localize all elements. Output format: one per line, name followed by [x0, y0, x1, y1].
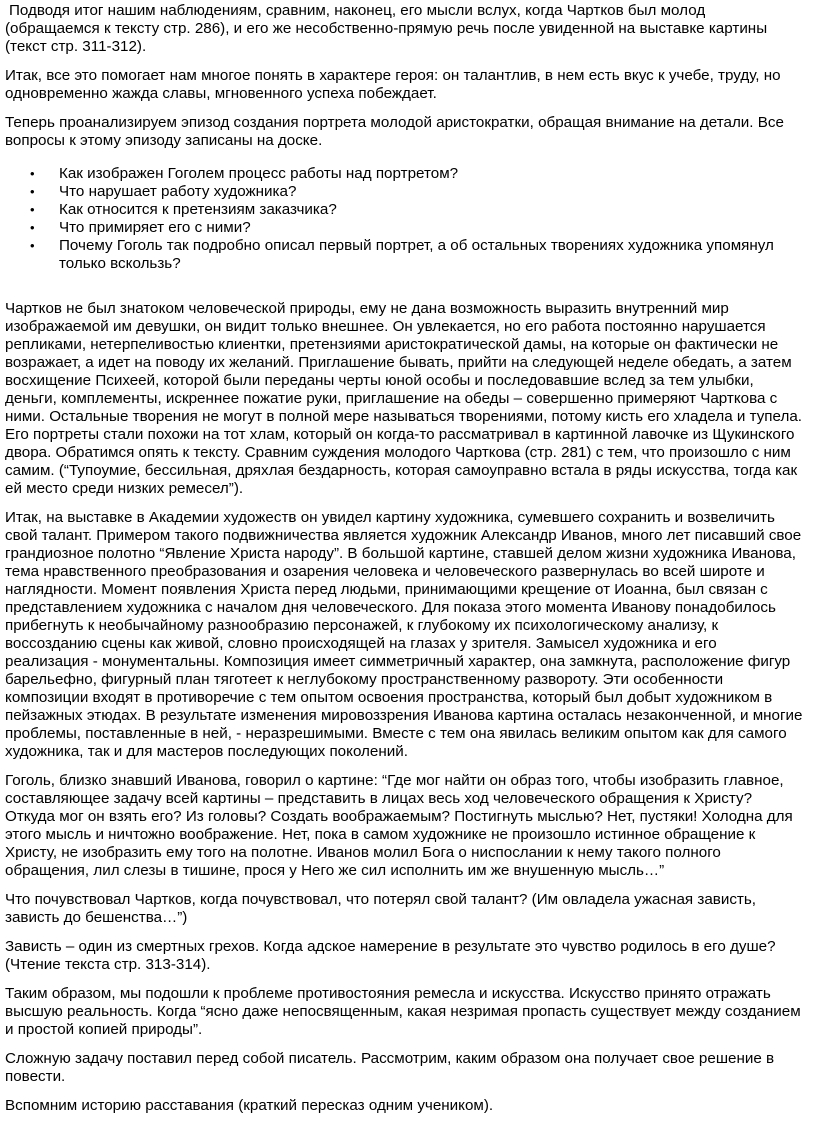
bullet-icon: • — [30, 220, 35, 235]
bullet-icon: • — [30, 166, 35, 181]
paragraph-hero-character: Итак, все это помогает нам многое понять в характере героя: он талантлив, в нем есть вкус к учебе, труду, но одновременно жажда славы, мгновенного успеха побеждает. — [5, 67, 781, 102]
paragraph-envy-sin: Зависть – один из смертных грехов. Когда адское намерение в результате это чувство родилось в его душе? (Чтение текста стр. 313-314). — [5, 938, 776, 973]
question-item — [30, 201, 804, 219]
spacer — [5, 291, 804, 300]
paragraph-ivanov: Итак, на выставке в Академии художеств он увидел картину художника, сумевшего сохранить и возвеличить свой талант. Примером такого подвижничества является художник Александр Иванов, много лет писавший свое грандиозное полотно “Явление Христа народу”. В большой картине, ставшей делом жизни художника Иванова, тема нравственного преобразования и озарения человека и человеческого развернулась во всей широте и наглядности. Момент появления Христа перед людьми, принимающими крещение от Иоанна, был связан с представлением художника с началом дня человеческого. Для показа этого момента Иванову понадобилось прибегнуть к необычайному разнообразию персонажей, к глубокому их психологическому анализу, к воссозданию сцены как живой, словно происходящей на глазах у зрителя. Замысел художника и его реализация - монументальны. Композиция имеет симметричный характер, она замкнута, расположение фигур барельефно, фигурный план тяготеет к неглубокому пространственному развороту. Эти особенности композиции входят в противоречие с тем опытом освоения пространства, который был добыт художником в пейзажных этюдах. В результате изменения мировоззрения Иванова картина осталась незаконченной, и многие проблемы, поставленные в ней, - неразрешимыми. Вместе с тем она явилась великим опытом как для самого художника, так и для мастеров последующих поколений. — [5, 509, 803, 760]
question-text: Что примиряет его с ними? — [59, 219, 251, 236]
question-text: Как изображен Гоголем процесс работы над портретом? — [59, 165, 459, 182]
bullet-icon: • — [30, 184, 35, 199]
question-item — [30, 237, 804, 273]
question-item — [30, 165, 804, 183]
paragraph-episode-analysis: Теперь проанализируем эпизод создания портрета молодой аристократки, обращая внимание на детали. Все вопросы к этому эпизоду записаны на доске. — [5, 114, 784, 149]
question-text: Почему Гоголь так подробно описал первый портрет, а об остальных творениях художника упомянул только вскользь? — [59, 237, 774, 272]
paragraph-envy-question: Что почувствовал Чартков, когда почувствовал, что потерял свой талант? (Им овладела ужасная зависть, зависть до бешенства…”) — [5, 891, 756, 926]
question-item — [30, 183, 804, 201]
paragraph-intro: Подводя итог нашим наблюдениям, сравним, наконец, его мысли вслух, когда Чартков был молод (обращаемся к тексту стр. 286), и его же несобственно-прямую речь после увиденной на выставке картины (текст стр. 311-312). — [5, 2, 768, 55]
bullet-icon: • — [30, 238, 35, 253]
question-list — [5, 165, 804, 273]
question-item — [30, 219, 804, 237]
question-text: Что нарушает работу художника? — [59, 183, 297, 200]
paragraph-craft-art: Таким образом, мы подошли к проблеме противостояния ремесла и искусства. Искусство принято отражать высшую реальность. Когда “ясно даже непосвященным, какая незримая пропасть существует между созданием и простой копией природы”. — [5, 985, 801, 1038]
bullet-icon: • — [30, 202, 35, 217]
paragraph-chartkov: Чартков не был знатоком человеческой природы, ему не дана возможность выразить внутренний мир изображаемой им девушки, он видит только внешнее. Он увлекается, но его работа постоянно нарушается репликами, нетерпеливостью клиентки, претензиями аристократической дамы, на которые он фактически не возражает, а идет на поводу их желаний. Приглашение бывать, прийти на следующей неделе обедать, а затем восхищение Психеей, которой были переданы черты юной особы и последовавшие вслед за тем улыбки, деньги, комплементы, искреннее пожатие руки, приглашение на обеды – совершенно примеряют Чарткова с ними. Остальные творения не могут в полной мере называться творениями, потому кисть его хладела и тупела. Его портреты стали похожи на тот хлам, который он когда-то рассматривал в картинной лавочке из Щукинского двора. Обратимся опять к тексту. Сравним суждения молодого Чарткова (стр. 281) с тем, что произошло с ним самим. (“Тупоумие, бессильная, дряхлая бездарность, которая самоуправно встала в ряды искусства, тогда как ей место среди низких ремесел”). — [5, 300, 802, 497]
paragraph-retelling: Вспомним историю расставания (краткий пересказ одним учеником). — [5, 1097, 494, 1114]
question-text: Как относится к претензиям заказчика? — [59, 201, 337, 218]
paragraph-gogol-quote: Гоголь, близко знавший Иванова, говорил о картине: “Где мог найти он образ того, чтобы изобразить главное, составляющее задачу всей картины – представить в лицах весь ход человеческого обращения к Христу? Откуда мог он взять его? Из головы? Создать воображаемым? Постигнуть мыслью? Нет, пустяки! Холодна для этого мысль и ничтожно воображение. Нет, пока в самом художнике не произошло истинное обращение к Христу, не изобразить ему того на полотне. Иванов молил Бога о ниспослании к нему такого полного обращения, лил слезы в тишине, прося у Него же сил исполнить им же внушенную мысль…” — [5, 772, 793, 879]
paragraph-writer-task: Сложную задачу поставил перед собой писатель. Рассмотрим, каким образом она получает свое решение в повести. — [5, 1050, 775, 1085]
